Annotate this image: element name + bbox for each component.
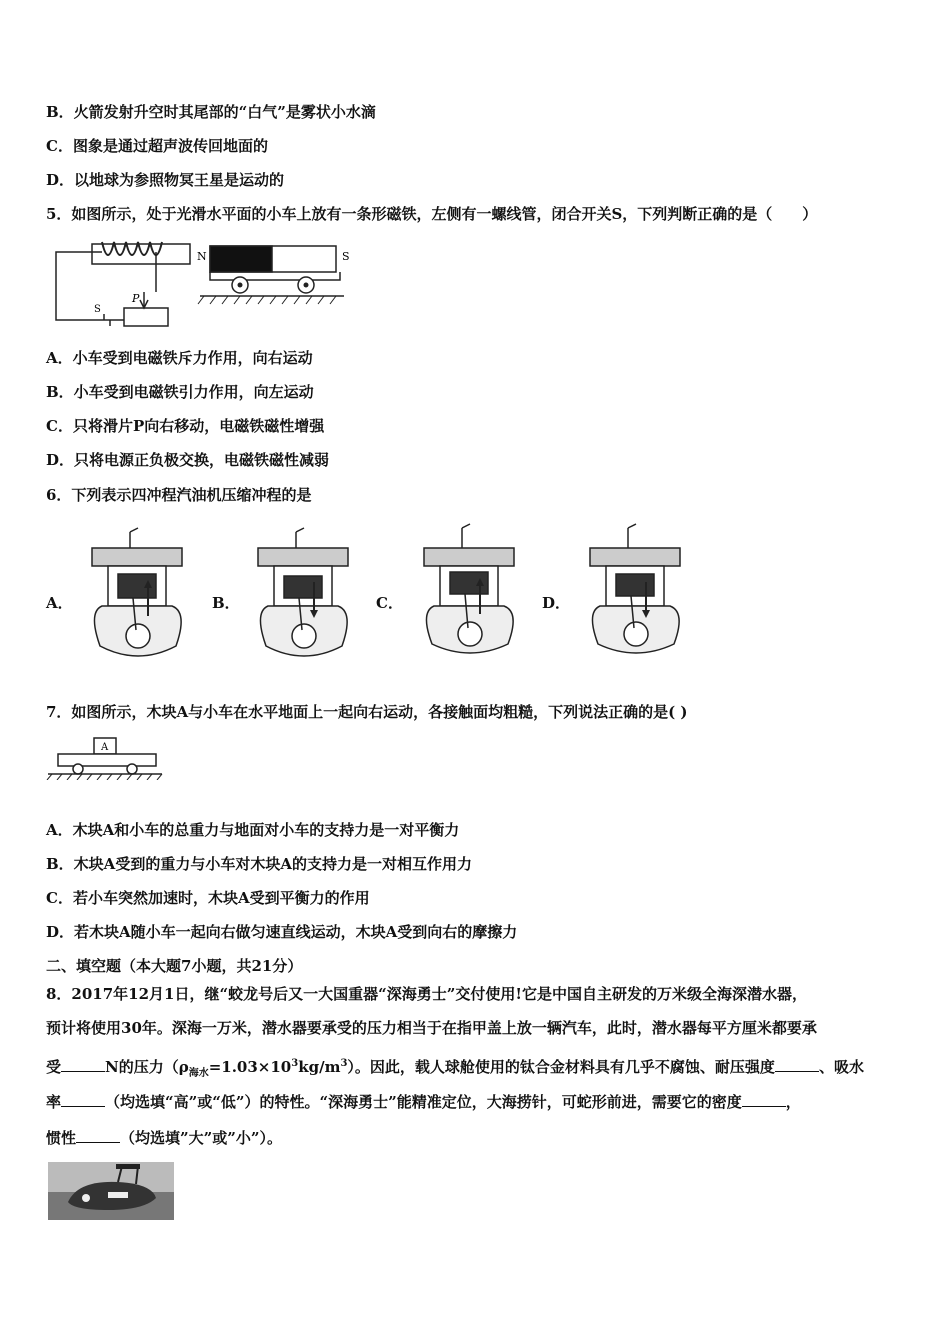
q5-stem: 5．如图所示，处于光滑水平面的小车上放有一条形磁铁，左侧有一螺线管，闭合开关S，下列判断正确的是（ ） bbox=[46, 205, 818, 223]
engine-diagram-d bbox=[586, 520, 686, 660]
q7-stem: 7．如图所示，木块A与小车在水平地面上一起向右运动，各接触面均粗糙，下列说法正确的是( ) bbox=[46, 703, 688, 721]
section-2-title: 二、填空题（本大题7小题，共21分） bbox=[46, 957, 303, 975]
q6-label-b: B． bbox=[212, 594, 240, 612]
q7-option-d: D．若木块A随小车一起向右做匀速直线运动，木块A受到向右的摩擦力 bbox=[46, 923, 518, 941]
slider-p-label: P bbox=[132, 292, 140, 305]
q4-option-b: B．火箭发射升空时其尾部的“白气”是雾状小水滴 bbox=[46, 103, 376, 121]
q8-line-1: 8．2017年12月1日，继“蛟龙号后又一大国重器“深海勇士”交付使用!它是中国自主研发的万米级全海深潜水器， bbox=[46, 985, 807, 1003]
magnet-s-label: S bbox=[342, 250, 350, 263]
q6-label-a: A． bbox=[46, 594, 73, 612]
block-a-label: A bbox=[101, 742, 109, 753]
blank-inertia[interactable] bbox=[76, 1128, 120, 1143]
q5-option-a: A．小车受到电磁铁斥力作用，向右运动 bbox=[46, 349, 313, 367]
q7-option-a: A．木块A和小车的总重力与地面对小车的支持力是一对平衡力 bbox=[46, 821, 460, 839]
q5-option-d: D．只将电源正负极交换，电磁铁磁性减弱 bbox=[46, 451, 330, 469]
q8-line-3: 受 N的压力$(\rho_{海水}=1.03\times 10^3kg/m^3)$。因此，载人球舱使用的钛合金材料具有几乎不腐蚀、耐压强度 、吸水 bbox=[46, 1058, 864, 1079]
q6-label-c: C． bbox=[376, 594, 403, 612]
q5-option-c: C．只将滑片P向右移动，电磁铁磁性增强 bbox=[46, 417, 325, 435]
q4-option-c: C．图象是通过超声波传回地面的 bbox=[46, 137, 268, 155]
blank-density[interactable] bbox=[742, 1092, 786, 1107]
submersible-photo bbox=[48, 1162, 174, 1220]
q6-stem: 6．下列表示四冲程汽油机压缩冲程的是 bbox=[46, 486, 312, 504]
blank-pressure[interactable] bbox=[61, 1057, 105, 1072]
q8-line-2: 预计将使用30年。深海一万米，潜水器要承受的压力相当于在指甲盖上放一辆汽车，此时，潜水器每平方厘米都要承 bbox=[46, 1019, 817, 1037]
engine-diagram-b bbox=[254, 526, 354, 666]
q7-option-b: B．木块A受到的重力与小车对木块A的支持力是一对相互作用力 bbox=[46, 855, 472, 873]
q7-figure bbox=[44, 734, 166, 780]
q8-line-5: 惯性 （均选填”大”或”小”）。 bbox=[46, 1129, 283, 1147]
q8-line-4: 率 （均选填“高”或“低”）的特性。“深海勇士”能精准定位，大海捞针，可蛇形前进，需要它的密度 ， bbox=[46, 1093, 801, 1111]
q4-option-d: D．以地球为参照物冥王星是运动的 bbox=[46, 171, 285, 189]
engine-diagram-a bbox=[88, 526, 188, 666]
blank-absorption[interactable] bbox=[61, 1092, 105, 1107]
blank-strength[interactable] bbox=[775, 1057, 819, 1072]
q5-figure bbox=[44, 236, 354, 330]
switch-s-label: S bbox=[94, 304, 101, 315]
q5-option-b: B．小车受到电磁铁引力作用，向左运动 bbox=[46, 383, 314, 401]
q7-option-c: C．若小车突然加速时，木块A受到平衡力的作用 bbox=[46, 889, 370, 907]
q6-label-d: D． bbox=[542, 594, 571, 612]
magnet-n-label: N bbox=[197, 250, 207, 263]
engine-diagram-c bbox=[420, 520, 520, 660]
